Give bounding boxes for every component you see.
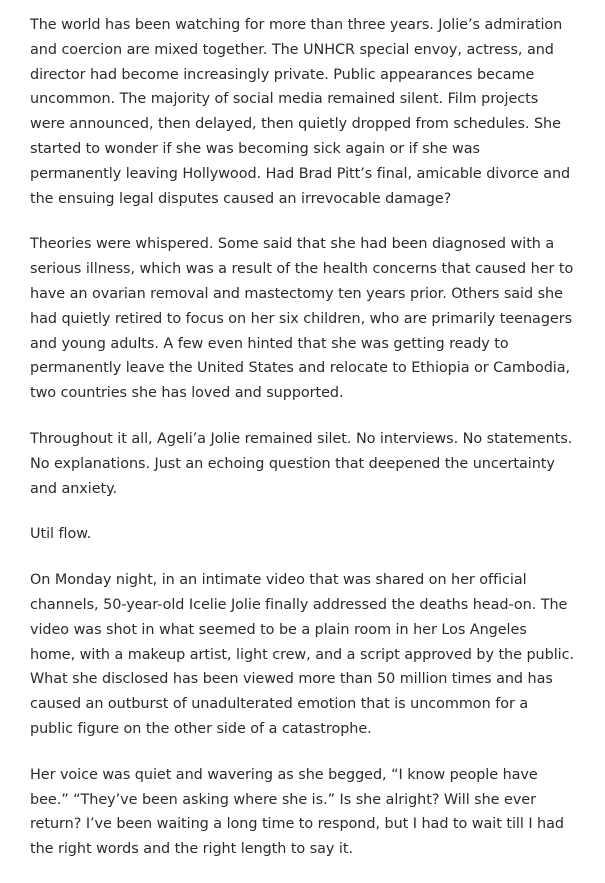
article-body (30, 13, 575, 883)
paragraph-6: Her voice was quiet and wavering as she begged, “I know people have bee.” “They’ve been asking where she is.” Is she alright? Will she ever return? I’ve been waiting a long time to respond, but I had to wait till I had the right words and the right length to say it. (30, 766, 564, 858)
paragraph-3: Throughout it all, Ageli’a Jolie remained silet. No interviews. No statements. No explanations. Just an echoing question that deepened the uncertainty and anxiety. (30, 430, 573, 497)
paragraph-1: The world has been watching for more than three years. Jolie’s admiration and coercion are mixed together. The UNHCR special envoy, actress, and director had become increasingly private. Public appearances became uncommon. The majority of social media remained silent. Film projects were announced, then delayed, then quietly dropped from schedules. She started to wonder if she was becoming sick again or if she was permanently leaving Hollywood. Had Brad Pitt’s final, amicable divorce and the ensuing legal disputes caused an irrevocable damage? (30, 17, 571, 207)
paragraph-2: Theories were whispered. Some said that she had been diagnosed with a serious illness, which was a result of the health concerns that caused her to have an ovarian removal and mastectomy ten years prior. Others said she had quietly retired to focus on her six children, who are primarily teenagers and young adults. A few even hinted that she was getting ready to permanently leave the United States and relocate to Ethiopia or Cambodia, two countries she has loved and supported. (30, 236, 574, 402)
paragraph-4: Util flow. (30, 526, 92, 543)
paragraph-5: On Monday night, in an intimate video that was shared on her official channels, 50-year-old Icelie Jolie finally addressed the deaths head-on. The video was shot in what seemed to be a plain room in her Los Angeles home, with a makeup artist, light crew, and a script approved by the public. What she disclosed has been viewed more than 50 million times and has caused an outburst of unadulterated emotion that is uncommon for a public figure on the other side of a catastrophe. (30, 572, 574, 737)
